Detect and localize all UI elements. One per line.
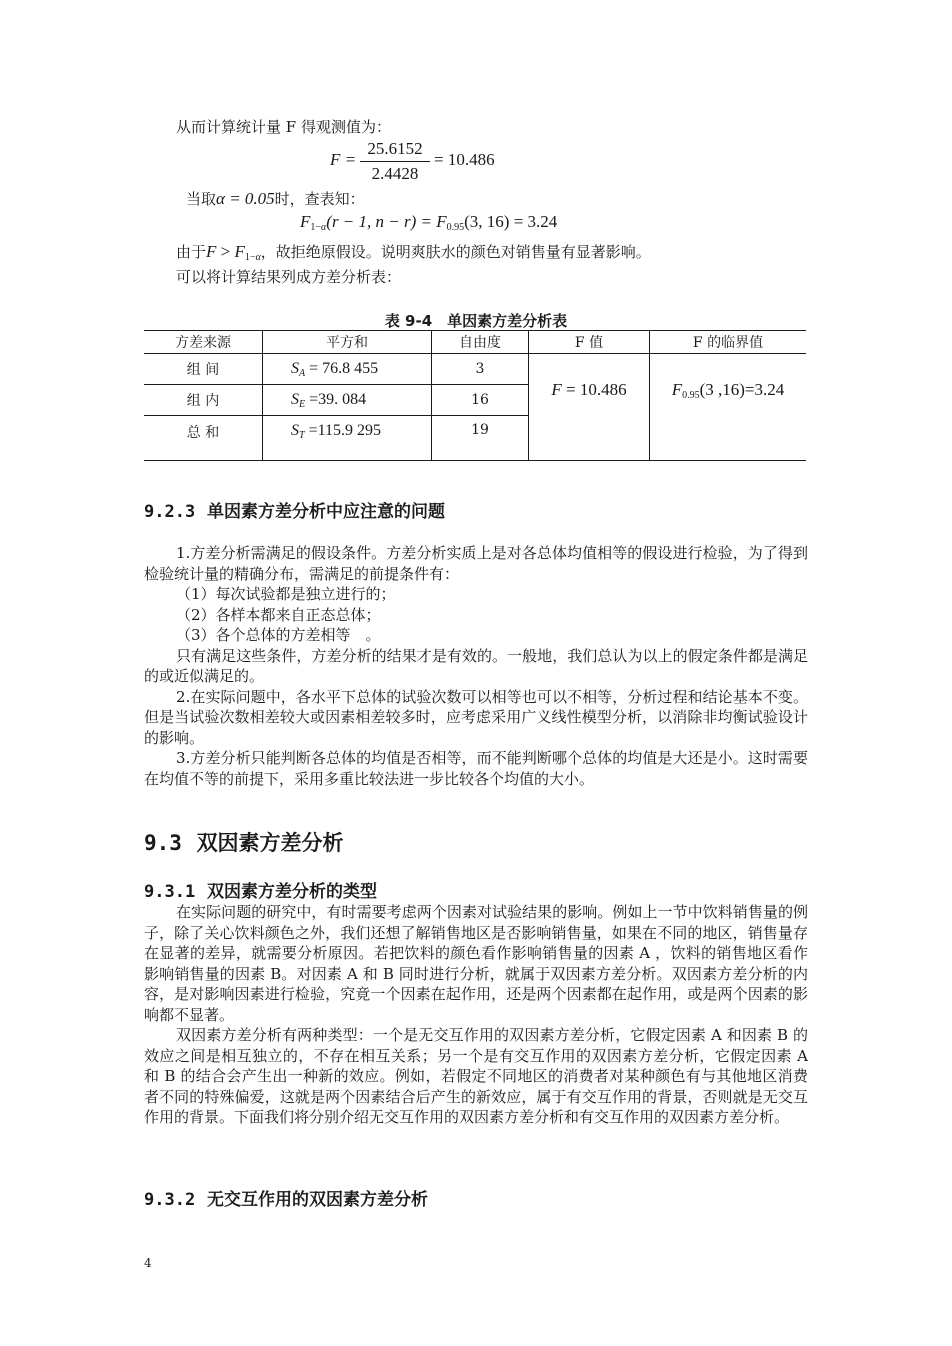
paragraph: 双因素方差分析有两种类型：一个是无交互作用的双因素方差分析，它假定因素 A 和因素 B 的效应之间是相互独立的，不存在相互关系；另一个是有交互作用的双因素方差分析，它假定因素 A 和 B 的结合会产生出一种新的效应。例如，若假定不同地区的消费者对某种颜色有与其他地区消费者不同的特殊偏爱，这就是两个因素结合后产生的新效应，属于有交互作用的背景，否则就是无交互作用的背景。下面我们将分别介绍无交互作用的双因素方差分析和有交互作用的双因素方差分析。 bbox=[144, 1026, 808, 1126]
list-item: （2）各样本都来自正态总体； bbox=[176, 605, 381, 624]
section-heading-9-3: 9.3 双因素方差分析 bbox=[144, 831, 344, 855]
row-df: 16 bbox=[432, 385, 529, 416]
section-heading-9-3-2: 9.3.2 无交互作用的双因素方差分析 bbox=[144, 1190, 429, 1210]
row-source: 组 内 bbox=[144, 385, 263, 416]
f-rhs: = 10.486 bbox=[434, 150, 495, 169]
table-intro-line: 可以将计算结果列成方差分析表： bbox=[176, 268, 402, 286]
row-ss: $S_E =39$. 084 bbox=[263, 385, 432, 416]
row-source: 组 间 bbox=[144, 354, 263, 385]
section-heading-9-3-1: 9.3.1 双因素方差分析的类型 bbox=[144, 882, 378, 902]
header-ss: 平方和 bbox=[263, 331, 432, 354]
paragraph: 2.在实际问题中，各水平下总体的试验次数可以相等也可以不相等，分析过程和结论基本不变。但是当试验次数相差较大或因素相差较多时，应考虑采用广义线性模型分析，以消除非均衡试验设计的影响。 bbox=[144, 687, 808, 747]
row-df: 3 bbox=[432, 354, 529, 385]
f-fraction bbox=[360, 139, 430, 189]
paragraph: 在实际问题的研究中，有时需要考虑两个因素对试验结果的影响。例如上一节中饮料销售量的例子，除了关心饮料颜色之外，我们还想了解销售地区是否影响销售量，如果在不同的地区，销售量存在显著的差异，就需要分析原因。若把饮料的颜色看作影响销售量的因素 A ，饮料的销售地区看作影响销售量的因素 B。对因素 A 和 B 同时进行分析，就属于双因素方差分析。双因素方差分析的内容，是对影响因素进行检验，究竟一个因素在起作用，还是两个因素都在起作用，或是两个因素的影响都不显著。 bbox=[144, 903, 808, 1024]
critical-value-line: $F_{1-\alpha}(r - 1$, $n - r) = F_{0.95}(3$, 16) = 3.24 bbox=[300, 212, 558, 233]
anova-table bbox=[144, 330, 806, 461]
f-denominator: 2.4428 bbox=[371, 164, 419, 183]
row-df: 19 bbox=[432, 416, 529, 461]
alpha-line: 当取α = 0.05时，查表知： bbox=[186, 189, 365, 208]
f-numerator: 25.6152 bbox=[367, 139, 423, 158]
f-critical-cell: $F_{0.95}(3$ ,16)=3.24 bbox=[650, 354, 807, 461]
paragraph: 只有满足这些条件，方差分析的结果才是有效的。一般地，我们总认为以上的假定条件都是满足的或近似满足的。 bbox=[144, 646, 808, 685]
header-f-critical: F 的临界值 bbox=[650, 331, 807, 354]
table-header-row bbox=[144, 331, 806, 354]
paragraph: 1.方差分析需满足的假设条件。方差分析实质上是对各总体均值相等的假设进行检验，为了得到检验统计量的精确分布，需满足的前提条件有： bbox=[144, 544, 808, 583]
page-number: 4 bbox=[144, 1256, 152, 1270]
table-caption: 表 9-4 单因素方差分析表 bbox=[384, 312, 568, 330]
fraction-bar bbox=[360, 161, 430, 162]
section-heading-9-2-3: 9.2.3 单因素方差分析中应注意的问题 bbox=[144, 502, 446, 522]
section-9-2-3-body bbox=[144, 543, 808, 789]
list-item: （1）每次试验都是独立进行的； bbox=[176, 585, 396, 603]
intro-line-1: 从而计算统计量 F 得观测值为： bbox=[176, 118, 391, 136]
row-ss: $S_A = 76.8$ 455 bbox=[263, 354, 432, 385]
row-ss: $S_T =115.9$ 295 bbox=[263, 416, 432, 461]
table-row bbox=[144, 354, 806, 385]
paragraph: 3.方差分析只能判断各总体的均值是否相等，而不能判断哪个总体的均值是大还是小。这时需要在均值不等的前提下，采用多重比较法进一步比较各个均值的大小。 bbox=[144, 749, 808, 788]
list-item: （3）各个总体的方差相等 。 bbox=[176, 626, 381, 644]
reject-line: 由于$F > F_{1-\alpha}$，故拒绝原假设。说明爽肤水的颜色对销售量有显著影响。 bbox=[176, 242, 651, 263]
header-source: 方差来源 bbox=[144, 331, 263, 354]
f-lhs: F = bbox=[330, 150, 357, 169]
row-source: 总 和 bbox=[144, 416, 263, 461]
section-9-3-1-body bbox=[144, 902, 808, 1128]
f-value-text: = 10.486 bbox=[561, 380, 627, 399]
header-f-value: F 值 bbox=[529, 331, 650, 354]
header-df: 自由度 bbox=[432, 331, 529, 354]
f-value-cell: F = 10.486 bbox=[529, 354, 650, 461]
